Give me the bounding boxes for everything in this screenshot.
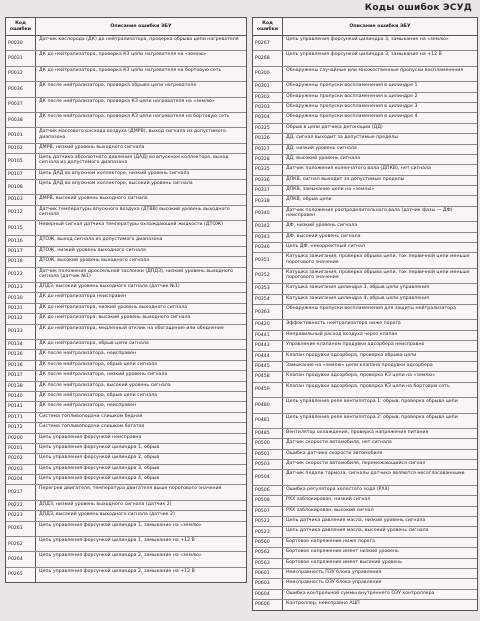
table-row xyxy=(253,196,477,206)
error-code: P0342 xyxy=(253,222,283,231)
table-row xyxy=(6,485,246,500)
table-row xyxy=(253,222,477,232)
header-desc: Описание ошибки ЭБУ xyxy=(349,23,411,29)
error-description: ДК после нейтрализатора, неисправен xyxy=(39,351,136,357)
error-description: Обнаружены пропуски воспламенения в цилиндре 1 xyxy=(286,83,418,89)
table-row xyxy=(6,221,246,236)
table-row xyxy=(253,243,477,253)
error-code: P0268 xyxy=(253,51,283,65)
error-description: Цепь управления форсункой неисправна xyxy=(39,434,142,440)
error-code: P0103 xyxy=(6,195,36,204)
error-code: P0501 xyxy=(253,450,283,459)
error-code: P0523 xyxy=(253,527,283,536)
error-code: P0171 xyxy=(6,413,36,422)
error-code: P0507 xyxy=(253,507,283,516)
error-description: ДК после нейтрализатора, низкий уровень сигнала xyxy=(39,372,168,378)
error-code: P0300 xyxy=(253,67,283,81)
error-code: P0131 xyxy=(6,304,36,313)
error-description: Цепь управления форсункой цилиндра 1, обрыв xyxy=(39,444,160,450)
error-description: ДПКВ, замыкание цепи на «землю» xyxy=(286,187,375,193)
table-row xyxy=(253,320,477,330)
error-description: Цепь управления форсункой цилиндра 3, замыкание на +12 В xyxy=(286,52,442,58)
table-row xyxy=(6,522,246,537)
error-description: Неисправность ОЗУ блока управления xyxy=(286,580,382,586)
error-description: Ошибка регулятора холостого хода (РХХ) xyxy=(286,486,390,492)
error-code: P0204 xyxy=(6,475,36,484)
header-code: Код ошибки xyxy=(253,18,283,35)
error-description: Замыкание на «землю» цепи клапана продувки адсорбера xyxy=(286,362,433,368)
error-description: Датчик скорости автомобиля, нет сигнала xyxy=(286,440,392,446)
table-row xyxy=(253,233,477,243)
error-code: P0503 xyxy=(253,460,283,469)
error-code: P0130 xyxy=(6,293,36,302)
error-description: Неверный сигнал датчика температуры охлаждающей жидкости (ДТОЖ) xyxy=(39,222,223,228)
table-row xyxy=(6,361,246,371)
error-code: P0328 xyxy=(253,155,283,164)
error-description: Катушка зажигания, проверка обрыва цепи, ток первичной цепи меньше порогового значения xyxy=(286,269,470,281)
error-code: P0481 xyxy=(253,414,283,428)
table-row xyxy=(6,144,246,154)
error-description: Катушка зажигания цилиндра 4, обрыв цепи управления xyxy=(286,295,430,301)
table-row xyxy=(253,450,477,460)
table-row xyxy=(6,236,246,246)
error-code: P0203 xyxy=(6,465,36,474)
error-code: P0222 xyxy=(6,501,36,510)
table-row xyxy=(6,501,246,511)
error-code: P0118 xyxy=(6,257,36,266)
error-description: ДД, высокий уровень сигнала xyxy=(286,155,361,161)
error-code: P0133 xyxy=(6,325,36,339)
error-description: ДФ, низкий уровень сигнала xyxy=(286,223,358,229)
error-description: Вентилятор охлаждения, проверка напряжения питания xyxy=(286,429,429,435)
error-code: P0267 xyxy=(253,36,283,50)
error-description: Датчик скорости автомобиля, перемежающийся сигнал xyxy=(286,461,426,467)
table-row xyxy=(253,372,477,382)
error-code: P0353 xyxy=(253,284,283,293)
error-description: Перегрев двигателя, температура двигателя выше порогового значения xyxy=(39,486,222,492)
error-code: P0335 xyxy=(253,165,283,174)
error-description: Цепь ДФ, некорректный сигнал xyxy=(286,244,365,250)
table-body xyxy=(253,36,477,610)
error-code: P0137 xyxy=(6,371,36,380)
error-description: ДК до нейтрализатора, проверка КЗ цепи нагревателя на «землю» xyxy=(39,52,207,58)
error-description: РХХ заблокирован, низкий сигнал xyxy=(286,497,371,503)
table-row xyxy=(253,341,477,351)
table-row xyxy=(253,113,477,123)
error-code: P0201 xyxy=(6,444,36,453)
error-code: P0522 xyxy=(253,517,283,526)
error-code: P0326 xyxy=(253,134,283,143)
error-code: P0107 xyxy=(6,170,36,179)
table-row xyxy=(6,568,246,582)
error-code: P0031 xyxy=(6,51,36,65)
error-description: Обнаружены пропуски воспламенения для защиты нейтрализатора xyxy=(286,305,456,311)
error-code: P0351 xyxy=(253,253,283,267)
table-row xyxy=(253,414,477,429)
table-row xyxy=(253,82,477,92)
error-code: P0172 xyxy=(6,423,36,432)
table-row xyxy=(6,180,246,195)
table-row xyxy=(253,439,477,449)
table-row xyxy=(6,170,246,180)
error-description: Обнаружены пропуски воспламенения в цилиндре 3 xyxy=(286,103,418,109)
table-header xyxy=(6,18,246,36)
error-description: Клапан продувки адсорбера, проверка обрыва цепи xyxy=(286,352,417,358)
table-row xyxy=(6,268,246,283)
error-code: P0112 xyxy=(6,206,36,220)
table-row xyxy=(6,67,246,82)
error-description: ДМРВ, низкий уровень выходного сигнала xyxy=(39,144,145,150)
error-description: Эффективность нейтрализатора ниже порога xyxy=(286,321,401,327)
table-row xyxy=(253,559,477,569)
error-description: ДК после нейтрализатора, проверка КЗ цепи нагревателя на бортовую сеть xyxy=(39,113,230,119)
error-code: P0304 xyxy=(253,113,283,122)
error-description: Цепь управления форсункой цилиндра 2, замыкание на +12 В xyxy=(39,568,195,574)
error-code: P0325 xyxy=(253,124,283,133)
error-description: Цепь датчика давления масла, низкий уровень сигнала xyxy=(286,518,426,524)
table-row xyxy=(253,93,477,103)
error-code: P0200 xyxy=(6,434,36,443)
table-row xyxy=(6,195,246,205)
error-code: P0500 xyxy=(253,439,283,448)
error-description: Бортовое напряжение ниже порога xyxy=(286,538,375,544)
error-code: P0262 xyxy=(6,537,36,551)
error-description: Цепь управления форсункой цилиндра 4, обрыв xyxy=(39,476,160,482)
table-row xyxy=(253,569,477,579)
error-code: P0480 xyxy=(253,398,283,412)
error-code: P0122 xyxy=(6,268,36,282)
error-code: P0265 xyxy=(6,568,36,582)
error-description: Бортовое напряжение имеет низкий уровень xyxy=(286,549,399,555)
table-row xyxy=(253,67,477,82)
error-code: P0217 xyxy=(6,485,36,499)
table-row xyxy=(253,496,477,506)
table-row xyxy=(253,383,477,398)
table-row xyxy=(253,548,477,558)
error-code: P0485 xyxy=(253,429,283,438)
error-description: Клапан продувки адсорбера, проверка КЗ цепи на бортовую сеть xyxy=(286,383,450,389)
table-row xyxy=(253,145,477,155)
error-code: P0601 xyxy=(253,569,283,578)
table-row xyxy=(253,284,477,294)
error-description: Ошибка контрольной суммы внутреннего ОЗУ контроллера xyxy=(286,590,435,596)
table-row xyxy=(253,207,477,222)
error-code: P0136 xyxy=(6,361,36,370)
table-body xyxy=(6,36,246,582)
error-code: P0327 xyxy=(253,145,283,154)
error-code: P0506 xyxy=(253,486,283,495)
error-description: ДК после нейтрализатора, неисправен xyxy=(39,403,136,409)
table-row xyxy=(6,413,246,423)
error-description: Датчик положения дроссельной заслонки (ДПДЗ), низкий уровень выходного сигнала (датчик №1) xyxy=(39,268,234,279)
error-description: Обнаружены случайные или множественные пропуски воспламенения xyxy=(286,67,464,73)
error-code: P0336 xyxy=(253,176,283,185)
error-code: P0346 xyxy=(253,243,283,252)
error-code: P0261 xyxy=(6,522,36,536)
error-description: Система топливоподачи слишком бедная xyxy=(39,413,143,419)
error-code: P0303 xyxy=(253,103,283,112)
error-description: Катушка зажигания, проверка обрыва цепи, ток первичной цепи меньше порогового значения xyxy=(286,254,470,265)
error-description: ДМРВ, высокий уровень выходного сигнала xyxy=(39,196,148,202)
error-code: P0302 xyxy=(253,93,283,102)
table-row xyxy=(253,590,477,600)
error-code: P0301 xyxy=(253,82,283,91)
error-description: РХХ заблокирован, высокий сигнал xyxy=(286,507,374,513)
error-description: ДК до нейтрализатора неисправен xyxy=(39,294,127,300)
error-code: P0563 xyxy=(253,559,283,568)
error-description: ДПДЗ, высокий уровень выходного сигнала (датчик №1) xyxy=(39,284,180,290)
error-code: P0036 xyxy=(6,82,36,96)
table-row xyxy=(6,434,246,444)
error-code: P0420 xyxy=(253,320,283,329)
error-description: Цепь датчика давления масла, высокий уровень сигнала xyxy=(286,528,429,534)
table-row xyxy=(6,325,246,340)
error-code: P0337 xyxy=(253,186,283,195)
error-code: P0603 xyxy=(253,579,283,588)
table-row xyxy=(6,454,246,464)
table-row xyxy=(253,579,477,589)
error-description: Обрыв в цепи датчика детонации (ДД) xyxy=(286,124,383,130)
error-code: P0105 xyxy=(6,154,36,168)
table-row xyxy=(253,305,477,320)
table-row xyxy=(253,331,477,341)
error-description: ДК до нейтрализатора, проверка КЗ цепи нагревателя на бортовую сеть xyxy=(39,67,222,73)
error-description: Бортовое напряжение имеет высокий уровень xyxy=(286,559,403,565)
error-code: P0030 xyxy=(6,36,36,50)
error-description: ДК до нейтрализатора, обрыв цепи сигнала xyxy=(39,340,149,346)
error-description: Цепь управления форсункой цилиндра 2, обрыв xyxy=(39,455,160,461)
error-description: ДК после нейтрализатора, проверка КЗ цепи нагревателя на «землю» xyxy=(39,98,215,104)
error-code: P0445 xyxy=(253,362,283,371)
error-code: P0038 xyxy=(6,113,36,127)
error-description: ДТОЖ, выход сигнала из допустимого диапазона xyxy=(39,237,163,243)
error-description: Управление клапаном продувки адсорбера неисправно xyxy=(286,342,425,348)
table-row xyxy=(253,155,477,165)
error-description: Датчик положения коленчатого вала (ДПКВ), нет сигнала xyxy=(286,166,431,172)
error-description: Датчик массового расхода воздуха (ДМРВ), выход сигнала из допустимого диапазона xyxy=(39,129,226,140)
error-description: ДПДЗ, высокий уровень выходного сигнала (датчик 2) xyxy=(39,512,175,518)
error-description: ДД, сигнал выходит за допустимые пределы xyxy=(286,135,398,141)
table-row xyxy=(6,552,246,567)
table-row xyxy=(6,444,246,454)
error-code: P0354 xyxy=(253,295,283,304)
table-row xyxy=(253,429,477,439)
table-row xyxy=(6,350,246,360)
error-code: P0459 xyxy=(253,383,283,397)
table-row xyxy=(6,537,246,552)
error-code: P0458 xyxy=(253,372,283,381)
error-description: Цепь ДАД во впускном коллекторе, низкий уровень сигнала xyxy=(39,170,190,176)
error-code: P0504 xyxy=(253,470,283,484)
table-row xyxy=(253,51,477,66)
table-row xyxy=(6,392,246,402)
table-row xyxy=(253,527,477,537)
error-description: Обнаружены пропуски воспламенения в цилиндре 2 xyxy=(286,93,418,99)
error-description: ДПДЗ, низкий уровень выходного сигнала (датчик 2) xyxy=(39,501,172,507)
error-code: P0108 xyxy=(6,180,36,194)
table-row xyxy=(6,402,246,412)
error-code: P0604 xyxy=(253,590,283,599)
error-code: P0443 xyxy=(253,341,283,350)
error-code: P0343 xyxy=(253,233,283,242)
error-description: Ошибка датчика скорости автомобиля xyxy=(286,450,383,456)
error-description: Цепь управления реле вентилятора 2: обрыв, проверка обрыва цепи xyxy=(286,414,458,420)
error-description: Неправильный расход воздуха через клапан xyxy=(286,331,398,337)
error-description: ДФ, высокий уровень сигнала xyxy=(286,233,361,239)
table-row xyxy=(253,186,477,196)
table-row xyxy=(6,511,246,521)
error-description: Цепь управления форсункой цилиндра 3, замыкание на «землю» xyxy=(286,37,449,42)
error-description: Датчик педали тормоза, сигналы датчика являются несогласованными xyxy=(286,471,465,477)
error-description: ДК после нейтрализатора, обрыв цепи сигнала xyxy=(39,361,158,367)
error-code: P0032 xyxy=(6,67,36,81)
error-description: Система топливоподачи слишком богатая xyxy=(39,424,145,430)
table-row xyxy=(253,253,477,268)
table-row xyxy=(253,176,477,186)
error-code: P0264 xyxy=(6,552,36,566)
error-description: ДК до нейтрализатора, высокий уровень выходного сигнала xyxy=(39,315,191,321)
error-table-left xyxy=(5,17,247,583)
error-description: ДПКВ, обрыв цепи xyxy=(286,197,332,203)
table-row xyxy=(253,36,477,51)
table-row xyxy=(253,470,477,485)
error-code: P0338 xyxy=(253,196,283,205)
table-row xyxy=(253,352,477,362)
table-header xyxy=(253,18,477,36)
table-row xyxy=(6,304,246,314)
error-code: P0202 xyxy=(6,454,36,463)
table-row xyxy=(6,475,246,485)
table-row xyxy=(253,134,477,144)
error-description: Цепь управления реле вентилятора 1: обрыв, проверка обрыва цепи xyxy=(286,399,458,405)
error-description: Клапан продувки адсорбера, проверка КЗ цепи на «землю» xyxy=(286,373,436,379)
error-code: P0123 xyxy=(6,283,36,292)
error-code: P0340 xyxy=(253,207,283,221)
table-row xyxy=(6,154,246,169)
table-row xyxy=(6,247,246,257)
error-description: Датчик температуры впускного воздуха (ДТВВ) высокий уровень выходного сигнала xyxy=(39,206,230,217)
header-code: Код ошибки xyxy=(6,18,36,35)
table-row xyxy=(253,600,477,609)
error-code: P0101 xyxy=(6,128,36,142)
error-description: Цепь управления форсункой цилиндра 2, замыкание на «землю» xyxy=(39,553,202,559)
error-description: Обнаружены пропуски воспламенения в цилиндре 4 xyxy=(286,114,418,120)
error-description: ДК до нейтрализатора, медленный отклик на обогащение или обеднение xyxy=(39,325,224,331)
table-row xyxy=(6,465,246,475)
table-row xyxy=(6,293,246,303)
error-code: P0352 xyxy=(253,269,283,283)
error-code: P0444 xyxy=(253,352,283,361)
table-row xyxy=(6,36,246,51)
error-description: Датчик кислорода (ДК) до нейтрализатора, проверка обрыва цепи нагревателя xyxy=(39,37,239,42)
table-row xyxy=(253,507,477,517)
table-row xyxy=(253,124,477,134)
error-description: Неисправность ПЗУ блока управления xyxy=(286,569,382,575)
table-row xyxy=(253,269,477,284)
table-row xyxy=(253,486,477,496)
error-description: Цепь управления форсункой цилиндра 1, замыкание на +12 В xyxy=(39,538,195,544)
error-code: P0140 xyxy=(6,392,36,401)
error-description: Цепь управления форсункой цилиндра 3, обрыв xyxy=(39,465,160,471)
error-code: P0117 xyxy=(6,247,36,256)
table-row xyxy=(253,362,477,372)
error-description: ДПКВ, сигнал выходит за допустимые пределы xyxy=(286,176,405,182)
table-row xyxy=(6,314,246,324)
error-code: P0441 xyxy=(253,331,283,340)
error-description: Цепь датчика абсолютного давления (ДАД) во впускном коллекторе, выход сигнала из допустимого диапазона xyxy=(39,155,229,166)
error-description: ДК до нейтрализатора, низкий уровень выходного сигнала xyxy=(39,304,188,310)
header-desc: Описание ошибки ЭБУ xyxy=(110,23,172,29)
table-row xyxy=(253,460,477,470)
error-code: P0132 xyxy=(6,314,36,323)
error-description: ДТОЖ, высокий уровень выходного сигнала xyxy=(39,258,150,264)
error-description: Катушка зажигания цилиндра 3, обрыв цепи управления xyxy=(286,285,430,291)
error-code: P0116 xyxy=(6,236,36,245)
error-code: P0138 xyxy=(6,382,36,391)
table-row xyxy=(253,398,477,413)
error-code: P0141 xyxy=(6,402,36,411)
table-row xyxy=(6,82,246,97)
error-code: P0134 xyxy=(6,340,36,349)
table-row xyxy=(6,283,246,293)
error-description: Датчик положения распределительного вала (датчик фазы — ДФ) неисправен xyxy=(286,207,453,219)
table-row xyxy=(6,382,246,392)
error-description: ДК после нейтрализатора, высокий уровень сигнала xyxy=(39,382,171,388)
error-code: P0102 xyxy=(6,144,36,153)
table-row xyxy=(6,128,246,143)
error-code: P0223 xyxy=(6,511,36,520)
error-description: ДТОЖ, низкий уровень выходного сигнала xyxy=(39,247,146,253)
table-row xyxy=(6,371,246,381)
error-code: P0562 xyxy=(253,548,283,557)
table-row xyxy=(253,165,477,175)
error-description: ДД, низкий уровень сигнала xyxy=(286,145,357,151)
error-code: P0363 xyxy=(253,305,283,319)
table-row xyxy=(6,257,246,267)
table-row xyxy=(253,103,477,113)
table-row xyxy=(6,113,246,128)
table-row xyxy=(6,206,246,221)
error-description: Контроллер, неисправно АЦП xyxy=(286,601,360,607)
table-row xyxy=(6,98,246,113)
table-row xyxy=(253,295,477,305)
error-code: P0136 xyxy=(6,350,36,359)
table-row xyxy=(253,538,477,548)
error-code: P0115 xyxy=(6,221,36,235)
error-code: P0037 xyxy=(6,98,36,112)
page-title: Коды ошибок ЭСУД xyxy=(364,3,472,13)
error-description: ДК после нейтрализатора, проверка обрыва цепи нагревателя xyxy=(39,83,197,89)
error-code: P0508 xyxy=(253,496,283,505)
error-table-right xyxy=(252,17,478,611)
table-row xyxy=(6,340,246,350)
error-description: Цепь ДАД во впускном коллекторе, высокий уровень сигнала xyxy=(39,180,193,186)
table-row xyxy=(6,51,246,66)
table-row xyxy=(6,423,246,433)
error-code: P0606 xyxy=(253,600,283,609)
error-code: P0560 xyxy=(253,538,283,547)
error-description: Цепь управления форсункой цилиндра 1, замыкание на «землю» xyxy=(39,522,202,528)
table-row xyxy=(253,517,477,527)
error-description: ДК после нейтрализатора, обрыв цепи сигнала xyxy=(39,392,158,398)
